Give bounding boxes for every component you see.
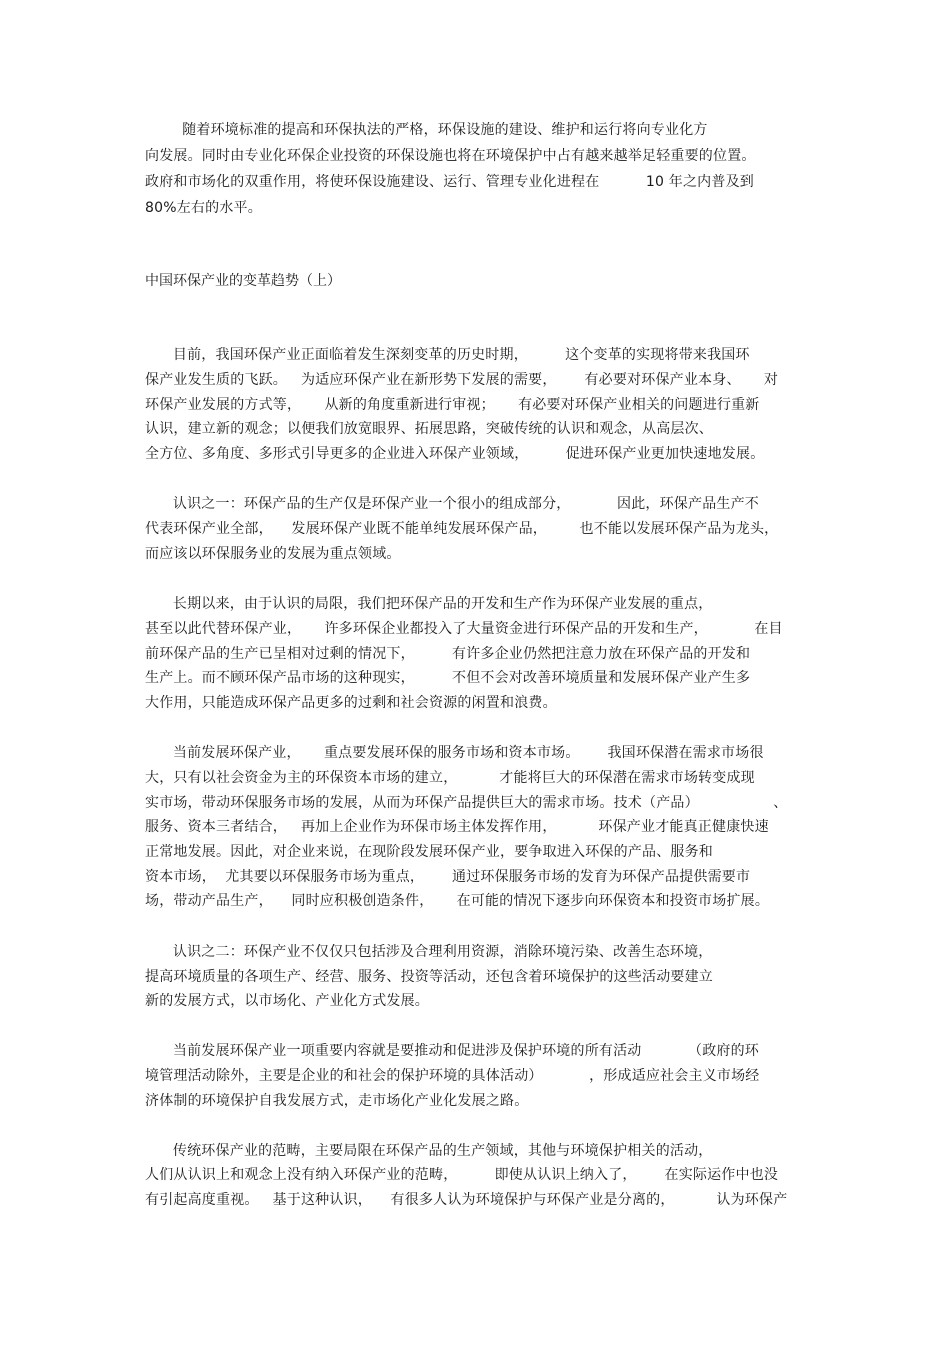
- paragraph-line: 长期以来，由于认识的局限，我们把环保产品的开发和生产作为环保产业发展的重点，: [145, 596, 713, 612]
- paragraph-line: 认识，建立新的观念；以便我们放宽眼界、拓展思路，突破传统的认识和观念，从高层次、: [145, 421, 713, 437]
- paragraph-line: 提高环境质量的各项生产、经营、服务、投资等活动，还包含着环境保护的这些活动要建立: [145, 969, 713, 985]
- intro-line-4: 80%左右的水平。: [145, 200, 262, 216]
- paragraph-line: 济体制的环境保护自我发展方式，走市场化产业化发展之路。: [145, 1093, 529, 1109]
- paragraph-line: 保产业发生质的飞跃。 为适应环保产业在新形势下发展的需要， 有必要对环保产业本身、 对: [145, 372, 779, 388]
- paragraph-line: 服务、资本三者结合， 再加上企业作为环保市场主体发挥作用， 环保产业才能真正健康快速: [145, 819, 769, 835]
- paragraph-line: 正常地发展。因此，对企业来说，在现阶段发展环保产业，要争取进入环保的产品、服务和: [145, 844, 713, 860]
- paragraph-line: 境管理活动除外，主要是企业的和社会的保护环境的具体活动） ，形成适应社会主义市场经: [145, 1068, 760, 1084]
- paragraph-line: 认识之二：环保产业不仅仅只包括涉及合理利用资源，消除环境污染、改善生态环境，: [145, 944, 713, 960]
- paragraph-line: 大，只有以社会资金为主的环保资本市场的建立， 才能将巨大的环保潜在需求市场转变成现: [145, 770, 755, 786]
- paragraph-line: 生产上。而不顾环保产品市场的这种现实， 不但不会对改善环境质量和发展环保产业产生多: [145, 670, 751, 686]
- paragraph-line: 全方位、多角度、多形式引导更多的企业进入环保产业领域， 促进环保产业更加快速地发展。: [145, 446, 765, 462]
- paragraph-line: 资本市场， 尤其要以环保服务市场为重点， 通过环保服务市场的发育为环保产品提供需要市: [145, 869, 751, 885]
- intro-line-2: 向发展。同时由专业化环保企业投资的环保设施也将在环境保护中占有越来越举足轻重要的位置。: [145, 148, 756, 164]
- paragraph-line: 人们从认识上和观念上没有纳入环保产业的范畴， 即使从认识上纳入了， 在实际运作中也没: [145, 1167, 779, 1183]
- paragraph-line: 传统环保产业的范畴，主要局限在环保产品的生产领域，其他与环境保护相关的活动，: [145, 1143, 713, 1159]
- paragraph-line: 甚至以此代替环保产业， 许多环保企业都投入了大量资金进行环保产品的开发和生产， 在目: [145, 621, 783, 637]
- paragraph-line: 代表环保产业全部， 发展环保产业既不能单纯发展环保产品， 也不能以发展环保产品为龙头，: [145, 521, 779, 537]
- paragraph-line: 场，带动产品生产， 同时应积极创造条件， 在可能的情况下逐步向环保资本和投资市场扩展。: [145, 893, 770, 909]
- paragraph-line: 目前，我国环保产业正面临着发生深刻变革的历史时期， 这个变革的实现将带来我国环: [145, 347, 750, 363]
- paragraph-line: 而应该以环保服务业的发展为重点领域。: [145, 546, 401, 562]
- paragraph-line: 新的发展方式，以市场化、产业化方式发展。: [145, 993, 429, 1009]
- paragraph-line: 当前发展环保产业一项重要内容就是要推动和促进涉及保护环境的所有活动 （政府的环: [145, 1043, 760, 1059]
- section-title: 中国环保产业的变革趋势（上）: [145, 273, 341, 289]
- paragraph-line: 认识之一：环保产品的生产仅是环保产业一个很小的组成部分， 因此，环保产品生产不: [145, 496, 760, 512]
- paragraph-line: 有引起高度重视。 基于这种认识， 有很多人认为环境保护与环保产业是分离的， 认为环保产: [145, 1192, 788, 1208]
- intro-line-1: 随着环境标准的提高和环保执法的严格，环保设施的建设、维护和运行将向专业化方: [145, 122, 708, 138]
- paragraph-line: 前环保产品的生产已呈相对过剩的情况下， 有许多企业仍然把注意力放在环保产品的开发和: [145, 646, 751, 662]
- paragraph-line: 大作用，只能造成环保产品更多的过剩和社会资源的闲置和浪费。: [145, 695, 557, 711]
- paragraph-line: 环保产业发展的方式等， 从新的角度重新进行审视； 有必要对环保产业相关的问题进行重新: [145, 397, 760, 413]
- paragraph-line: 当前发展环保产业， 重点要发展环保的服务市场和资本市场。 我国环保潜在需求市场很: [145, 745, 764, 761]
- paragraph-line: 实市场，带动环保服务市场的发展，从而为环保产品提供巨大的需求市场。技术（产品） 、: [145, 795, 788, 811]
- intro-line-3: 政府和市场化的双重作用，将使环保设施建设、运行、管理专业化进程在 10 年之内普及到: [145, 174, 754, 190]
